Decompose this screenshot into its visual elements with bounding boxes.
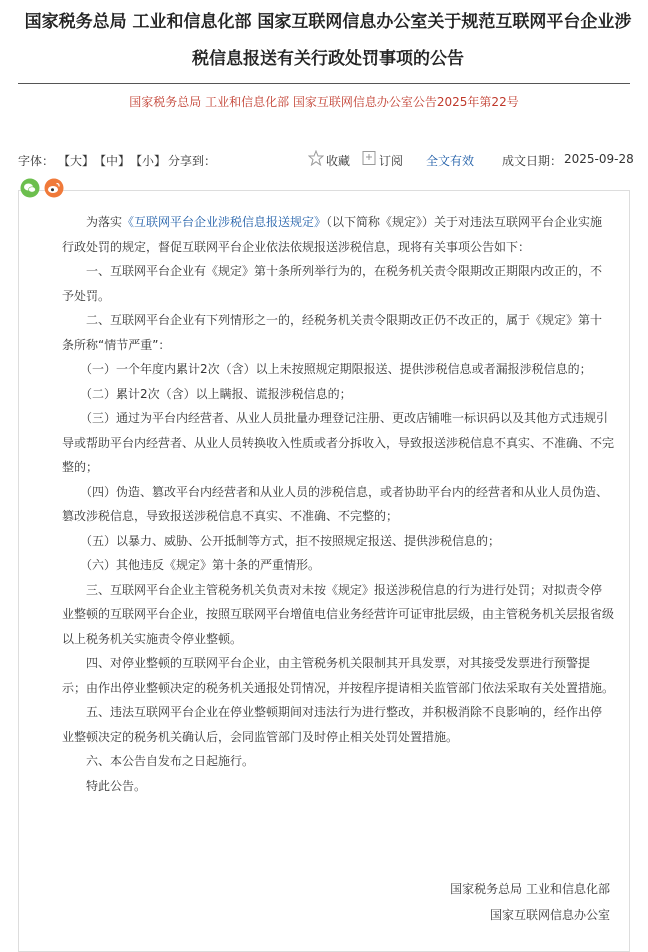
paragraph: 六、本公告自发布之日起施行。 xyxy=(86,754,255,768)
paragraph: （五）以暴力、威胁、公开抵制等方式，拒不按照规定报送、提供涉税信息的； xyxy=(86,533,501,548)
paragraph: （四）伪造、篡改平台内经营者和从业人员的涉税信息，或者协助平台内的经营者和从业人员伪造、篡改涉税信息，导致报送涉税信息不真实、不准确、不完整的； xyxy=(62,484,609,523)
validity-status: 全文有效 xyxy=(426,154,475,168)
paragraph-intro: 为落实《互联网平台企业涉税信息报送规定》（以下简称《规定》）关于对违法互联网平台企业实施行政处罚的规定，督促互联网平台企业依法依规报送涉税信息，现将有关事项公告如下： xyxy=(62,215,603,254)
title-divider xyxy=(18,83,630,84)
paragraph: （二）累计2次（含）以上瞒报、谎报涉税信息的； xyxy=(86,386,352,401)
paragraph: 四、对停业整顿的互联网平台企业，由主管税务机关限制其开具发票，对其接受发票进行预警提示；由作出停业整顿决定的税务机关通报处罚情况，并按程序提请相关监管部门依法采取有关处置措施。 xyxy=(62,656,615,695)
favorite-button[interactable]: 收藏 xyxy=(326,154,351,168)
document-number: 国家税务总局 工业和信息化部 国家互联网信息办公室公告2025年第22号 xyxy=(129,95,519,109)
share-label: 分享到： xyxy=(168,154,217,168)
regulation-link[interactable]: 《互联网平台企业涉税信息报送规定》 xyxy=(122,215,327,229)
font-medium-button[interactable]: 【中】 xyxy=(94,154,131,168)
paragraph: （三）通过为平台内经营者、从业人员批量办理登记注册、更改店铺唯一标识码以及其他方式违规引导或帮助平台内经营者、从业人员转换收入性质或者分拆收入，导致报送涉税信息不真实、不准确、不完整的； xyxy=(62,411,615,474)
paragraph: 一、互联网平台企业有《规定》第十条所列举行为的，在税务机关责令限期改正期限内改正的，不予处罚。 xyxy=(62,264,603,303)
paragraph: （六）其他违反《规定》第十条的严重情形。 xyxy=(86,558,321,572)
paragraph: 二、互联网平台企业有下列情形之一的，经税务机关责令限期改正仍不改正的，属于《规定》第十条所称“情节严重”： xyxy=(62,313,603,352)
signature-line-1: 国家税务总局 工业和信息化部 xyxy=(450,882,610,896)
subscribe-button[interactable]: 订阅 xyxy=(379,154,404,168)
paragraph: （一）一个年度内累计2次（含）以上未按照规定期限报送、提供涉税信息或者漏报涉税信息的； xyxy=(86,362,592,376)
paragraph-closing: 特此公告。 xyxy=(86,778,147,793)
article-body xyxy=(62,210,614,798)
star-icon[interactable] xyxy=(308,150,324,166)
subscribe-icon[interactable] xyxy=(361,150,377,166)
font-size-label: 字体： xyxy=(18,154,55,168)
toolbar xyxy=(18,150,634,170)
font-large-button[interactable]: 【大】 xyxy=(58,154,95,168)
weibo-icon[interactable] xyxy=(44,178,64,198)
paragraph: 三、互联网平台企业主管税务机关负责对未按《规定》报送涉税信息的行为进行处罚；对拟责令停业整顿的互联网平台企业，按照互联网平台增值电信业务经营许可证审批层级，由主管税务机关层报省级以上税务机关实施责令停业整顿。 xyxy=(62,582,615,646)
paragraph: 五、违法互联网平台企业在停业整顿期间对违法行为进行整改，并积极消除不良影响的，经作出停业整顿决定的税务机关确认后，会同监管部门及时停止相关处罚处置措施。 xyxy=(62,705,603,744)
date-value: 2025-09-28 xyxy=(564,152,634,166)
signature-line-2: 国家互联网信息办公室 xyxy=(489,908,610,922)
font-small-button[interactable]: 【小】 xyxy=(130,154,167,168)
wechat-icon[interactable] xyxy=(20,178,40,198)
date-label: 成文日期： xyxy=(502,154,563,168)
page-title: 国家税务总局 工业和信息化部 国家互联网信息办公室关于规范互联网平台企业涉税信息报送有关行政处罚事项的公告 xyxy=(24,12,632,69)
